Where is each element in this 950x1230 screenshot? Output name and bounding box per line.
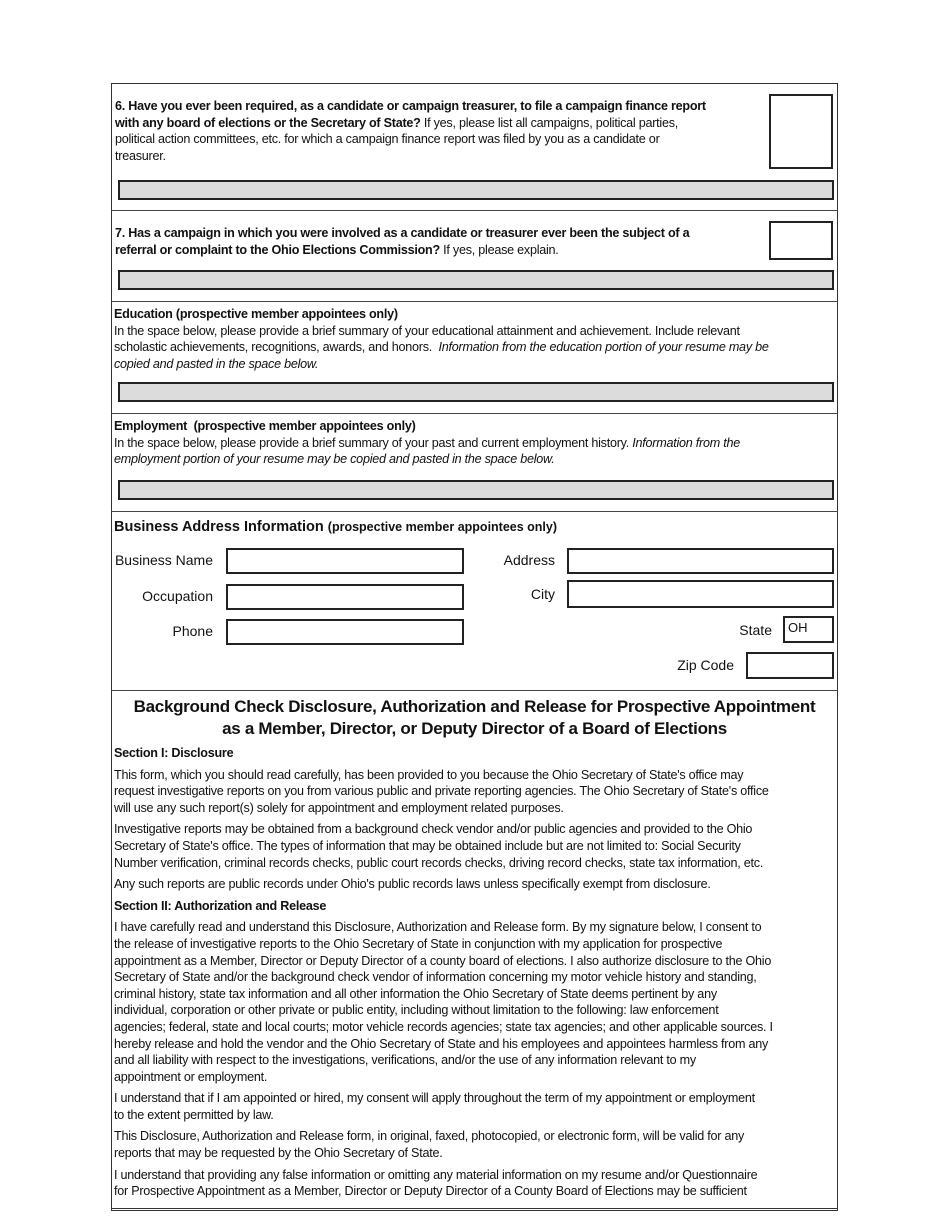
- text-segment: In the space below, please provide a brief summary of your educational attainment and achievement. Include relevant: [114, 323, 740, 338]
- divider: [111, 690, 838, 691]
- text-line: [114, 1183, 773, 1200]
- text-segment: the release of investigative reports to the Ohio Secretary of State in conjunction with my application for prospective: [114, 936, 723, 951]
- text-segment: political action committees, etc. for which a campaign finance report was filed by you as a candidate or: [115, 132, 660, 147]
- state-field[interactable]: OH: [783, 616, 834, 643]
- text-line: [114, 1002, 773, 1019]
- city-field[interactable]: [567, 580, 834, 608]
- question-6: [115, 98, 706, 164]
- education-response-field[interactable]: [118, 382, 834, 402]
- text-line: [114, 800, 773, 817]
- text-segment: and all liability with respect to the investigations, verifications, and/or the use of any information relevant to my: [114, 1053, 696, 1068]
- text-line: [115, 225, 689, 242]
- education-section: [114, 306, 769, 372]
- divider: [111, 1208, 838, 1209]
- business-name-label: Business Name: [114, 552, 213, 568]
- question-7-answer-box[interactable]: [769, 221, 833, 260]
- text-line: [114, 323, 769, 340]
- text-line: [114, 451, 740, 468]
- text-line: [114, 745, 773, 762]
- phone-label: Phone: [172, 623, 213, 639]
- text-segment: copied and pasted in the space below.: [114, 356, 319, 371]
- text-segment: Number verification, criminal records checks, public court records checks, driving record checks, state tax information, etc.: [114, 855, 764, 870]
- text-segment: hereby release and hold the vendor and the Ohio Secretary of State and his employees and appointees harmless from any: [114, 1036, 769, 1051]
- question-6-response-field[interactable]: [118, 180, 834, 200]
- text-segment: I understand that if I am appointed or hired, my consent will apply throughout the term of my appointment or employment: [114, 1091, 755, 1106]
- text-line: [114, 953, 773, 970]
- text-line: [114, 1145, 773, 1162]
- text-segment: This form, which you should read carefully, has been provided to you because the Ohio Secretary of State's office may: [114, 767, 744, 782]
- divider: [111, 210, 838, 211]
- occupation-label: Occupation: [142, 588, 213, 604]
- question-7-response-field[interactable]: [118, 270, 834, 290]
- text-line: [115, 131, 706, 148]
- zip-code-label: Zip Code: [677, 657, 734, 673]
- divider: [111, 511, 838, 512]
- text-segment: Information from the education portion of your resume may be: [438, 340, 769, 355]
- phone-field[interactable]: [226, 619, 464, 645]
- background-title-line-2: as a Member, Director, or Deputy Director of a Board of Elections: [222, 719, 727, 738]
- text-segment: appointment or employment.: [114, 1069, 268, 1084]
- text-segment: reports that may be requested by the Ohio Secretary of State.: [114, 1146, 443, 1161]
- address-field[interactable]: [567, 548, 834, 574]
- text-segment: for Prospective Appointment as a Member, Director or Deputy Director of a County Board of Elections may be sufficient: [114, 1184, 747, 1199]
- text-segment: treasurer.: [115, 148, 166, 163]
- text-segment: employment portion of your resume may be copied and pasted in the space below.: [114, 452, 555, 467]
- text-line: [114, 838, 773, 855]
- text-segment: If yes, please explain.: [439, 242, 559, 257]
- text-segment: Information from the: [632, 435, 740, 450]
- address-label: Address: [503, 552, 555, 568]
- text-segment: I have carefully read and understand this Disclosure, Authorization and Release form. By my signature below, I consent to: [114, 920, 762, 935]
- text-segment: individual, corporation or other private or public entity, including without limitation to the following: law enforcement: [114, 1003, 719, 1018]
- business-heading-note: (prospective member appointees only): [327, 520, 558, 534]
- employment-response-field[interactable]: [118, 480, 834, 500]
- text-segment: referral or complaint to the Ohio Elections Commission?: [115, 242, 440, 257]
- text-segment: Investigative reports may be obtained from a background check vendor and/or public agencies and provided to the Ohio: [114, 822, 753, 837]
- text-segment: Education (prospective member appointees only): [114, 307, 398, 321]
- text-segment: request investigative reports on you from various public and private reporting agencies. The Ohio Secretary of State's office: [114, 784, 769, 799]
- text-line: [114, 1107, 773, 1124]
- text-line: [114, 435, 740, 452]
- text-line: [114, 339, 769, 356]
- city-label: City: [530, 586, 555, 602]
- text-line: [114, 418, 740, 435]
- text-line: [114, 969, 773, 986]
- text-segment: agencies; federal, state and local courts; motor vehicle records agencies; state tax agencies; and other applicable sources. I: [114, 1019, 773, 1034]
- text-line: [114, 1167, 773, 1184]
- text-line: [115, 115, 706, 132]
- text-line: [114, 898, 773, 915]
- occupation-field[interactable]: [226, 584, 464, 610]
- text-segment: Employment (prospective member appointees only): [114, 419, 416, 433]
- zip-code-field[interactable]: [746, 652, 834, 679]
- text-segment: to the extent permitted by law.: [114, 1107, 274, 1122]
- divider: [111, 413, 838, 414]
- text-line: [115, 242, 689, 259]
- text-segment: I understand that providing any false information or omitting any material information on my resume and/or Questionnaire: [114, 1167, 758, 1182]
- background-title-line-1: Background Check Disclosure, Authorization and Release for Prospective Appointment: [133, 697, 816, 716]
- state-label: State: [739, 622, 772, 638]
- text-line: [115, 148, 706, 165]
- text-line: [114, 356, 769, 373]
- text-line: [114, 821, 773, 838]
- text-line: [114, 1069, 773, 1086]
- business-heading: [114, 519, 557, 535]
- text-line: [114, 783, 773, 800]
- question-6-answer-box[interactable]: [769, 94, 833, 169]
- text-segment: Secretary of State's office. The types of information that may be obtained include but are not limited to: Social Security: [114, 838, 741, 853]
- text-segment: Section I: Disclosure: [114, 746, 234, 760]
- text-line: [114, 306, 769, 323]
- text-line: [115, 98, 706, 115]
- text-line: [114, 986, 773, 1003]
- text-segment: scholastic achievements, recognitions, awards, and honors.: [114, 340, 439, 355]
- employment-section: [114, 418, 740, 468]
- text-segment: criminal history, state tax information and all other information the Ohio Secretary of State deems pertinent by any: [114, 986, 717, 1001]
- business-heading-text: Business Address Information: [114, 519, 324, 535]
- text-line: [114, 1090, 773, 1107]
- text-line: [114, 1128, 773, 1145]
- business-name-field[interactable]: [226, 548, 464, 574]
- text-line: [114, 936, 773, 953]
- text-segment: This Disclosure, Authorization and Release form, in original, faxed, photocopied, or electronic form, will be valid for any: [114, 1129, 745, 1144]
- text-segment: with any board of elections or the Secretary of State?: [115, 115, 421, 130]
- text-segment: Any such reports are public records under Ohio's public records laws unless specifically exempt from disclosure.: [114, 877, 711, 892]
- text-segment: In the space below, please provide a brief summary of your past and current employment history.: [114, 435, 633, 450]
- text-segment: Secretary of State and/or the background check vendor of information concerning my motor vehicle history and standing,: [114, 970, 757, 985]
- text-line: [114, 855, 773, 872]
- text-segment: will use any such report(s) solely for appointment and employment related purposes.: [114, 800, 564, 815]
- text-line: [114, 919, 773, 936]
- text-segment: If yes, please list all campaigns, political parties,: [420, 115, 679, 130]
- text-line: [114, 767, 773, 784]
- text-line: [114, 876, 773, 893]
- text-segment: 7. Has a campaign in which you were involved as a candidate or treasurer ever been the subject of a: [115, 226, 690, 240]
- background-body: [114, 745, 773, 1200]
- text-line: [114, 1052, 773, 1069]
- text-segment: Section II: Authorization and Release: [114, 898, 327, 913]
- text-segment: appointment as a Member, Director or Deputy Director of a county board of elections. I also authorize disclosure to the Ohio: [114, 953, 772, 968]
- text-line: [114, 1036, 773, 1053]
- text-segment: 6. Have you ever been required, as a candidate or campaign treasurer, to file a campaign finance report: [115, 99, 706, 113]
- divider: [111, 301, 838, 302]
- question-7: [115, 225, 689, 258]
- text-line: [114, 1019, 773, 1036]
